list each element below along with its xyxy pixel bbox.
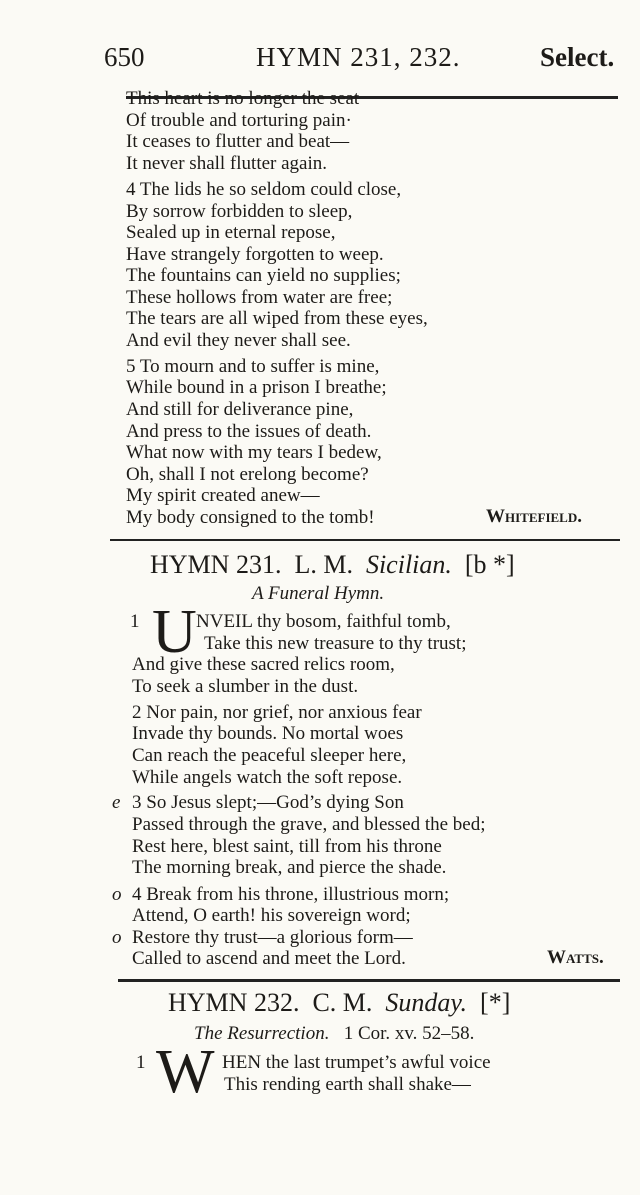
verse-line: Of trouble and torturing pain· (126, 110, 352, 131)
hymn-number: HYMN 232. (168, 988, 300, 1017)
verse-line: By sorrow forbidden to sleep, (126, 201, 353, 222)
hymn-subtitle: A Funeral Hymn. (252, 583, 385, 604)
hymn-mark: [b *] (464, 550, 515, 579)
hymn-meter: C. M. (312, 988, 373, 1017)
section-divider (118, 979, 620, 982)
hymn-tune: Sicilian. (365, 550, 452, 579)
verse-line: Oh, shall I not erelong become? (126, 464, 369, 485)
expression-marker: o (112, 884, 122, 905)
verse-line: To seek a slumber in the dust. (132, 676, 359, 697)
verse-line: And press to the issues of death. (126, 421, 372, 442)
verse-line: Rest here, blest saint, till from his throne (132, 836, 442, 857)
hymn-subtitle (194, 1023, 474, 1045)
verse-line: What now with my tears I bedew, (126, 442, 382, 463)
drop-cap: U (152, 598, 197, 666)
verse-number: 1 (130, 611, 140, 632)
verse-line: Called to ascend and meet the Lord. (132, 948, 406, 969)
verse-line: It ceases to flutter and beat— (126, 131, 350, 152)
hymn-mark: [*] (480, 988, 511, 1017)
verse-line: HEN the last trumpet’s awful voice (222, 1052, 491, 1073)
page-number: 650 (104, 42, 145, 72)
verse-line: Attend, O earth! his sovereign word; (132, 905, 411, 926)
author-attribution: Whitefield. (486, 506, 582, 527)
verse-line: While angels watch the soft repose. (132, 767, 403, 788)
verse-line: This rending earth shall shake— (224, 1074, 471, 1095)
verse-line: It never shall flutter again. (126, 153, 328, 174)
verse-line: My spirit created anew— (126, 485, 320, 506)
hymn-meter: L. M. (294, 550, 353, 579)
expression-marker: o (112, 927, 122, 948)
verse-line: NVEIL thy bosom, faithful tomb, (196, 611, 451, 632)
verse-line: Passed through the grave, and blessed the bed; (132, 814, 486, 835)
hymn-number: HYMN 231. (150, 550, 282, 579)
author-attribution: Watts. (547, 947, 604, 968)
verse-line: 2 Nor pain, nor grief, nor anxious fear (132, 702, 422, 723)
verse-line: 4 The lids he so seldom could close, (126, 179, 402, 200)
verse-line: Take this new treasure to thy trust; (204, 633, 467, 654)
verse-line: Restore thy trust—a glorious form— (132, 927, 413, 948)
expression-marker: e (112, 792, 121, 813)
verse-line: The morning break, and pierce the shade. (132, 857, 447, 878)
verse-line: Invade thy bounds. No mortal woes (132, 723, 404, 744)
verse-line: And give these sacred relics room, (132, 654, 395, 675)
verse-line: 4 Break from his throne, illustrious morn; (132, 884, 450, 905)
scripture-reference: 1 Cor. xv. 52–58. (343, 1023, 475, 1044)
hymn-tune: Sunday. (385, 988, 468, 1017)
verse-line: 5 To mourn and to suffer is mine, (126, 356, 380, 377)
section-divider (110, 539, 620, 541)
hymn-232-heading (168, 988, 510, 1018)
hymn-231-heading (150, 550, 515, 580)
verse-line: The fountains can yield no supplies; (126, 265, 401, 286)
drop-cap: W (156, 1038, 215, 1106)
verse-line: While bound in a prison I breathe; (126, 377, 387, 398)
verse-line: 3 So Jesus slept;—God’s dying Son (132, 792, 404, 813)
verse-line: Can reach the peaceful sleeper here, (132, 745, 407, 766)
verse-line: And evil they never shall see. (126, 330, 351, 351)
subtitle-title: The Resurrection. (194, 1023, 330, 1044)
verse-line: And still for deliverance pine, (126, 399, 354, 420)
running-title: HYMN 231, 232. (256, 42, 461, 72)
verse-line: This heart is no longer the seat (126, 88, 360, 109)
verse-number: 1 (136, 1052, 146, 1073)
verse-line: The tears are all wiped from these eyes, (126, 308, 428, 329)
verse-line: Sealed up in eternal repose, (126, 222, 336, 243)
section-label: Select. (540, 42, 615, 72)
verse-line: Have strangely forgotten to weep. (126, 244, 384, 265)
verse-line: My body consigned to the tomb! (126, 507, 375, 528)
verse-line: These hollows from water are free; (126, 287, 393, 308)
